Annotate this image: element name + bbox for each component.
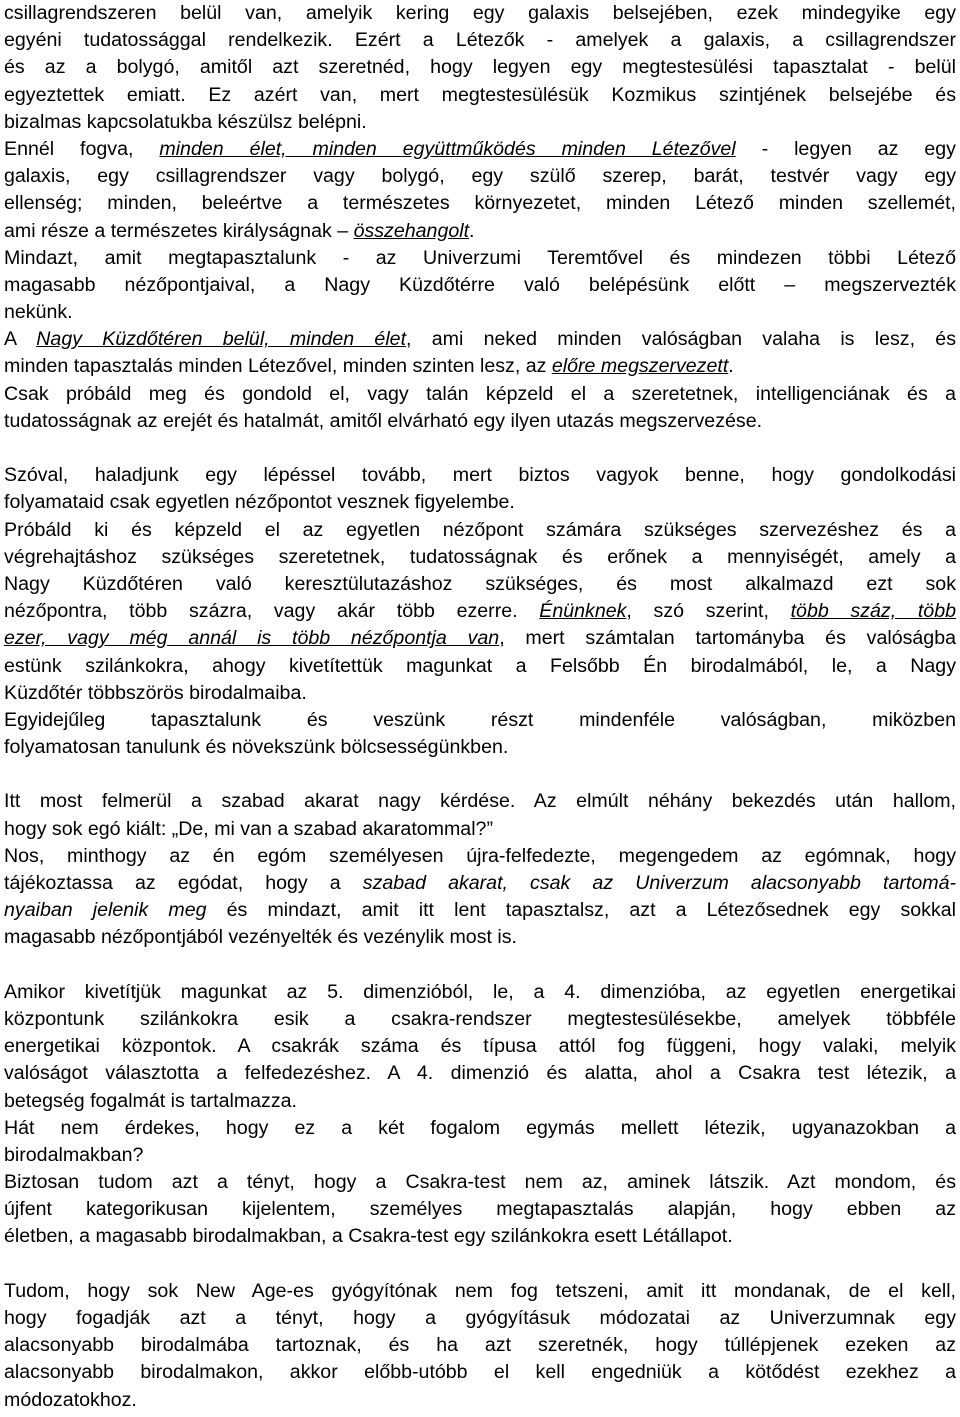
text-line: folyamatosan tanulunk és növekszünk bölcsességünkben. [4,736,509,759]
text-line: Egyidejűleg tapasztalunk és veszünk részt mindenféle valóságban, miközben [4,708,956,731]
text-line: egyéni tudatossággal rendelkezik. Ezért a Létezők - amelyek a galaxis, a csillagrendszer [4,29,956,52]
text-line: egyeztettek emiatt. Ez azért van, mert megtestesülésük Kozmikus szintjének belsejébe és [4,83,956,106]
text-line [4,625,956,652]
text-run: nézőpontra, több százra, vagy akár több ezerre. [4,600,540,623]
text-line: bizalmas kapcsolatukba készülsz belépni. [4,110,367,133]
text-run: , ami neked minden valóságban valaha is lesz, és [406,328,956,351]
text-line: tudatosságnak az erejét és hatalmát, amitől elvárható egy ilyen utazás megszervezése. [4,409,763,432]
text-line: központunk szilánkokra esik a csakra-rendszer megtestesülésekbe, amelyek többféle [4,1007,956,1030]
text-line: csillagrendszeren belül van, amelyik kering egy galaxis belsejében, ezek mindegyike egy [4,2,956,24]
text-line: Csak próbáld meg és gondold el, vagy talán képzeld el a szeretetnek, intelligenciának és a [4,382,956,405]
text-line: valóságot választotta a felfedezéshez. A 4. dimenzió és alatta, ahol a Csakra test létezik, a [4,1062,956,1085]
emphasis-underlined: Nagy Küzdőtéren belül, minden élet [36,328,407,351]
text-line: Mindazt, amit megtapasztalunk - az Univerzumi Teremtővel és mindezen többi Létező [4,246,956,269]
text-line: energetikai központok. A csakrák száma és típusa attól fog függeni, hogy valaki, melyik [4,1035,956,1058]
text-line: magasabb nézőpontjaival, a Nagy Küzdőtérre való belépésünk előtt – megszervezték [4,273,956,296]
text-line: Nagy Küzdőtéren való keresztülutazáshoz szükséges, és most alkalmazd ezt sok [4,572,956,595]
text-line: betegség fogalmát is tartalmazza. [4,1089,297,1112]
text-run: minden tapasztalás minden Létezővel, minden szinten lesz, az [4,355,552,378]
text-line [4,897,956,924]
emphasis-underlined: Énünknek [539,600,627,623]
text-line [4,353,956,380]
emphasis-italic: nyaiban jelenik meg [4,899,207,922]
emphasis-underlined: több száz, több [790,600,956,623]
emphasis-italic: szabad akarat, csak az Univerzum alacsonyabb tartomá- [362,872,956,894]
text-line: magasabb nézőpontjából vezényelték és vezénylik most is. [4,926,517,949]
text-line: Itt most felmerül a szabad akarat nagy kérdése. Az elmúlt néhány bekezdés után hallom, [4,790,956,813]
document-page [4,0,956,1414]
paragraph-gap [4,761,956,788]
text-line: folyamataid csak egyetlen nézőpontot vesznek figyelembe. [4,491,515,514]
text-run: A [4,328,37,351]
paragraph-gap [4,1251,956,1278]
text-line: Nos, minthogy az én egóm személyesen újra-felfedezte, megengedem az egómnak, hogy [4,844,956,867]
text-line [4,136,956,163]
text-line [4,598,956,625]
text-line: Biztosan tudom azt a tényt, hogy a Csakra-test nem az, aminek látszik. Azt mondom, és [4,1171,956,1194]
paragraph-gap [4,435,956,462]
paragraph-gap [4,952,956,979]
text-line: nekünk. [4,301,73,324]
text-line [4,870,956,897]
text-run: tájékoztassa az egódat, hogy a [4,872,363,894]
text-line [4,218,956,245]
text-line [4,326,956,353]
text-line: Próbáld ki és képzeld el az egyetlen nézőpont számára szükséges szervezéshez és a [4,518,956,541]
text-run: , szó szerint, [626,600,791,623]
text-line: hogy fogadják azt a tényt, hogy a gyógyításuk módozatai az Univerzumnak egy [4,1307,956,1329]
text-line: életben, a magasabb birodalmakban, a Csakra-test egy szilánkokra esett Létállapot. [4,1225,733,1248]
text-run: . [469,219,475,242]
emphasis-underlined: előre megszervezett [551,355,729,378]
text-line: Hát nem érdekes, hogy ez a két fogalom egymás mellett létezik, ugyanazokban a [4,1116,956,1139]
text-line: végrehajtáshoz szükséges szeretetnek, tudatosságnak és erőnek a mennyiségét, amely a [4,545,956,568]
text-line: birodalmakban? [4,1143,144,1166]
emphasis-underlined: ezer, vagy még annál is több nézőpontja van [4,627,500,650]
text-line: Szóval, haladjunk egy lépéssel tovább, mert biztos vagyok benne, hogy gondolkodási [4,464,956,487]
text-line: és az a bolygó, amitől azt szeretnéd, hogy legyen egy megtestesülési tapasztalat - belül [4,56,956,79]
emphasis-underlined: összehangolt [353,219,470,242]
text-line: újfent kategorikusan kijelentem, személyes megtapasztalás alapján, hogy ebben az [4,1198,956,1221]
text-run: ami része a természetes királyságnak – [4,219,354,242]
text-line: hogy sok egó kiált: „De, mi van a szabad akaratommal?” [4,817,493,840]
text-line: galaxis, egy csillagrendszer vagy bolygó, egy szülő szerep, barát, testvér vagy egy [4,165,956,188]
text-run: - legyen az egy [735,137,956,160]
text-line: ellenség; minden, beleértve a természetes környezetet, minden Létező minden szellemét, [4,192,956,215]
text-line: Amikor kivetítjük magunkat az 5. dimenzióból, le, a 4. dimenzióba, az egyetlen energetikai [4,980,956,1003]
text-run: Ennél fogva, [4,137,160,160]
text-line: alacsonyabb birodalmakon, akkor előbb-utóbb el kell engedniük a kötődést ezekhez a [4,1361,956,1384]
text-line: alacsonyabb birodalmába tartoznak, és ha azt szeretnék, hogy túllépjenek ezeken az [4,1334,956,1357]
text-run: . [728,355,734,378]
emphasis-underlined: minden élet, minden együttműködés minden Létezővel [159,137,736,160]
text-run: , mert számtalan tartományba és valóságba [499,627,956,650]
text-line: Tudom, hogy sok New Age-es gyógyítónak nem fog tetszeni, amit itt mondanak, de el kell, [4,1279,956,1302]
text-line: Küzdőtér többszörös birodalmaiba. [4,681,307,704]
text-line: estünk szilánkokra, ahogy kivetítettük magunkat a Felsőbb Én birodalmából, le, a Nagy [4,654,956,677]
text-run: és mindazt, amit itt lent tapasztalsz, azt a Létezősednek egy sokkal [206,899,956,922]
text-line: módozatokhoz. [4,1388,137,1411]
